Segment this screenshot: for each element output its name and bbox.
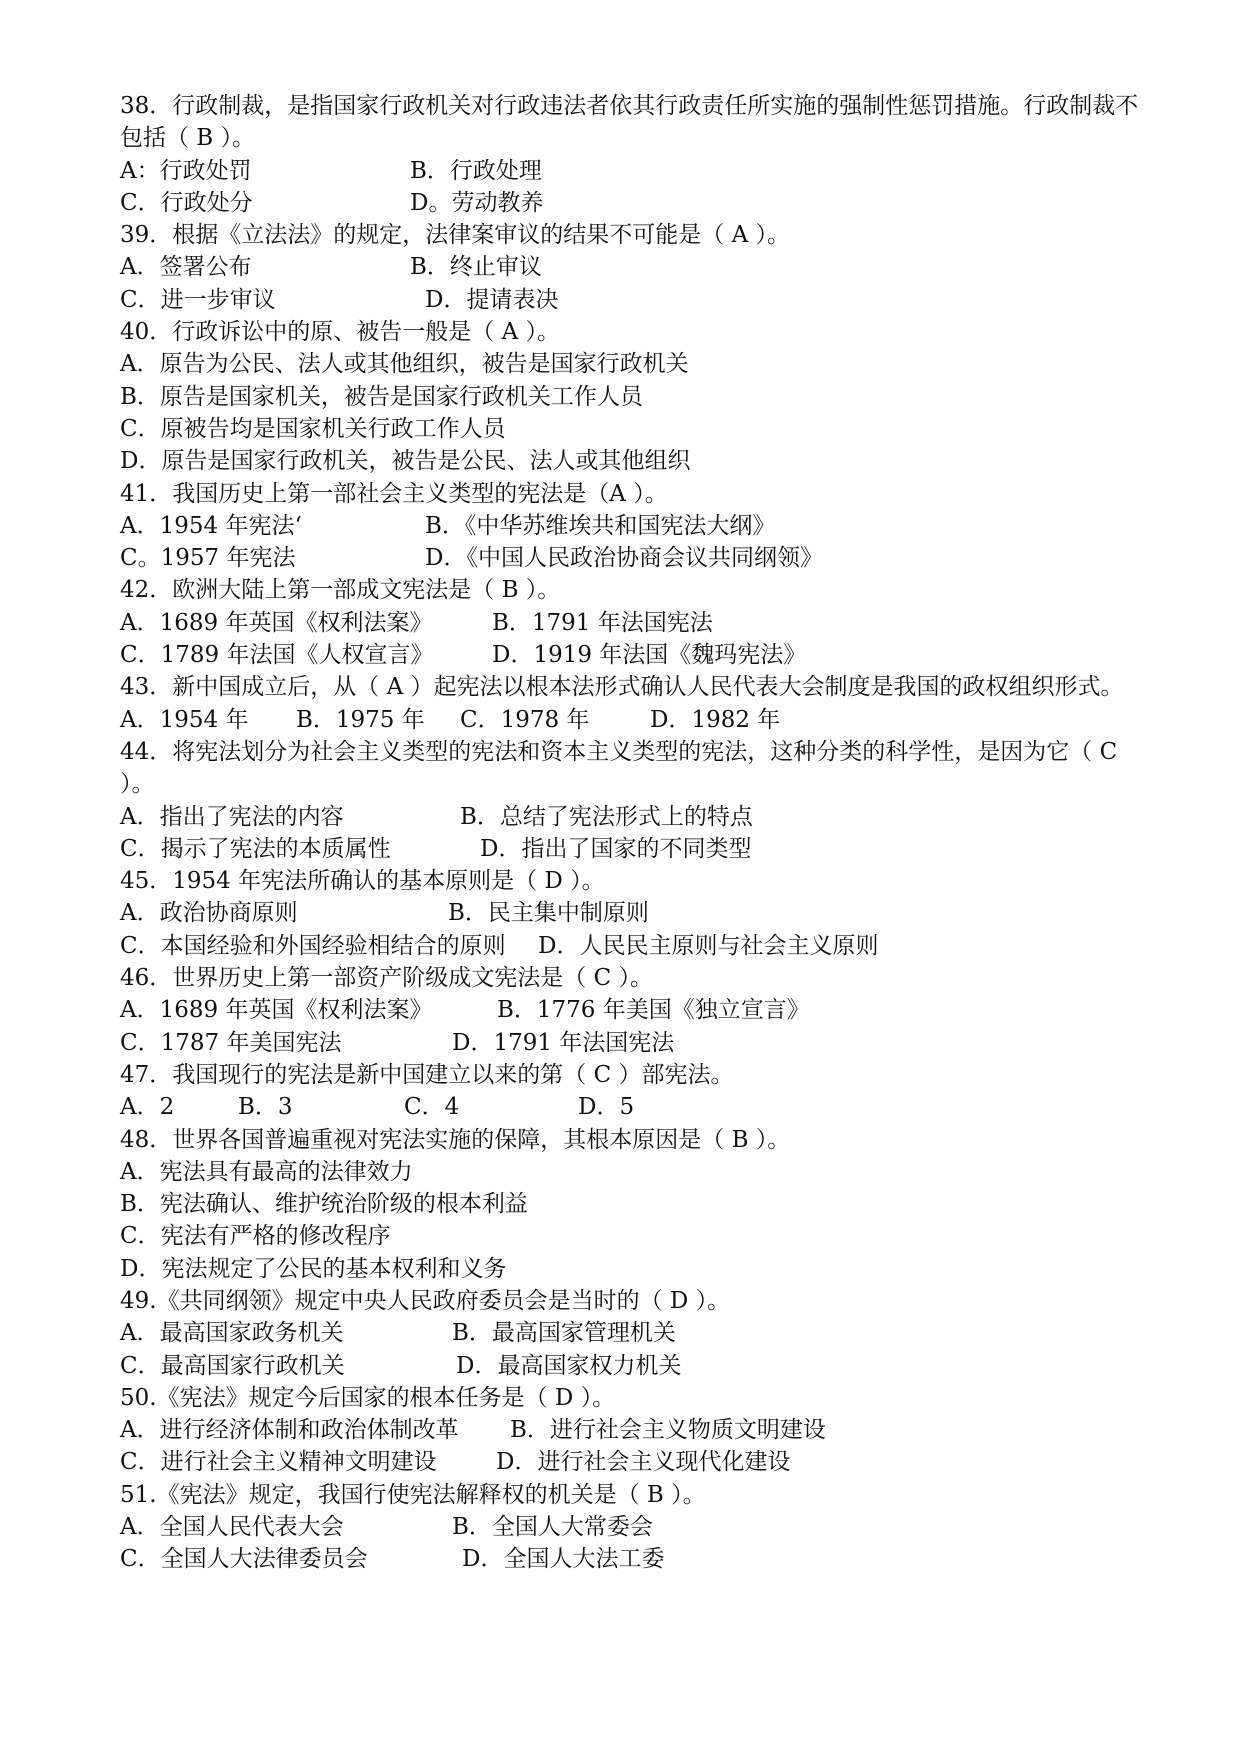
answer-option: C．本国经验和外国经验相结合的原则 xyxy=(120,932,506,959)
answer-option: D．指出了国家的不同类型 xyxy=(480,835,752,862)
answer-option: B．进行社会主义物质文明建设 xyxy=(510,1417,826,1444)
answer-option: B．终止审议 xyxy=(410,254,542,281)
answer-option: D．全国人大法工委 xyxy=(462,1546,665,1573)
answer-option: D．1919 年法国《魏玛宪法》 xyxy=(492,642,807,669)
option-row xyxy=(120,187,1140,219)
option-row xyxy=(120,510,1140,542)
answer-option: C．宪法有严格的修改程序 xyxy=(120,1223,391,1250)
answer-option: A．1689 年英国《权利法案》 xyxy=(120,997,433,1024)
answer-option: A．原告为公民、法人或其他组织，被告是国家行政机关 xyxy=(120,351,689,378)
answer-option: A．进行经济体制和政治体制改革 xyxy=(120,1417,459,1444)
answer-option: B．最高国家管理机关 xyxy=(452,1320,676,1347)
question-stem: 47．我国现行的宪法是新中国建立以来的第（ C ）部宪法。 xyxy=(120,1061,734,1088)
question-stem: 45．1954 年宪法所确认的基本原则是（ D ）。 xyxy=(120,868,605,895)
answer-option: A．宪法具有最高的法律效力 xyxy=(120,1158,413,1185)
answer-option: C．1789 年法国《人权宣言》 xyxy=(120,642,434,669)
answer-option: B．总结了宪法形式上的特点 xyxy=(460,803,753,830)
option-row xyxy=(120,1350,1140,1382)
answer-option: D．《中国人民政治协商会议共同纲领》 xyxy=(425,545,823,572)
question-stem: 40．行政诉讼中的原、被告一般是（ A ）。 xyxy=(120,319,560,346)
question-stem: 49.《共同纲领》规定中央人民政府委员会是当时的（ D ）。 xyxy=(120,1287,731,1314)
question-stem: 42．欧洲大陆上第一部成文宪法是（ B ）。 xyxy=(120,577,561,604)
option-row xyxy=(120,704,1140,736)
option-row xyxy=(120,251,1140,283)
answer-option: A．指出了宪法的内容 xyxy=(120,803,344,830)
answer-option: D．1982 年 xyxy=(650,706,781,733)
answer-option: B．1791 年法国宪法 xyxy=(492,609,713,636)
option-row xyxy=(120,994,1140,1026)
question-stem: 48．世界各国普遍重视对宪法实施的保障，其根本原因是（ B ）。 xyxy=(120,1126,791,1153)
option-row xyxy=(120,542,1140,574)
option-row xyxy=(120,348,1140,380)
answer-option: A．最高国家政务机关 xyxy=(120,1320,344,1347)
answer-option: B．行政处理 xyxy=(410,157,542,184)
answer-option: A．签署公布 xyxy=(120,254,252,281)
answer-option: C．1787 年美国宪法 xyxy=(120,1029,342,1056)
answer-option: A．2 xyxy=(120,1094,175,1121)
question-stem: 41．我国历史上第一部社会主义类型的宪法是（A ）。 xyxy=(120,480,668,507)
option-row xyxy=(120,1511,1140,1543)
answer-option: C．进一步审议 xyxy=(120,286,276,313)
option-row xyxy=(120,801,1140,833)
option-row xyxy=(120,1027,1140,1059)
answer-option: B．民主集中制原则 xyxy=(448,900,649,927)
answer-option: C．进行社会主义精神文明建设 xyxy=(120,1449,437,1476)
answer-option: D．宪法规定了公民的基本权利和义务 xyxy=(120,1255,507,1282)
option-row xyxy=(120,1543,1140,1575)
answer-option: A：行政处罚 xyxy=(120,157,252,184)
answer-option: A．全国人民代表大会 xyxy=(120,1514,344,1541)
answer-option: C．原被告均是国家机关行政工作人员 xyxy=(120,415,506,442)
answer-option: B．全国人大常委会 xyxy=(452,1514,653,1541)
option-row xyxy=(120,607,1140,639)
answer-option: A．1954 年 xyxy=(120,706,249,733)
answer-option: D．提请表决 xyxy=(425,286,559,313)
option-row xyxy=(120,930,1140,962)
option-row xyxy=(120,1220,1140,1252)
option-row xyxy=(120,897,1140,929)
answer-option: D．5 xyxy=(578,1094,635,1121)
answer-option: C．行政处分 xyxy=(120,189,253,216)
answer-option: C．4 xyxy=(404,1094,460,1121)
option-row xyxy=(120,1253,1140,1285)
answer-option: C．最高国家行政机关 xyxy=(120,1352,345,1379)
answer-option: D．最高国家权力机关 xyxy=(456,1352,682,1379)
question-stem: 46．世界历史上第一部资产阶级成文宪法是（ C ）。 xyxy=(120,965,653,992)
answer-option: B．1975 年 xyxy=(296,706,425,733)
answer-option: D。劳动教养 xyxy=(410,189,544,216)
option-row xyxy=(120,284,1140,316)
question-stem: 43．新中国成立后，从（ A ）起宪法以根本法形式确认人民代表大会制度是我国的政权组织形式。 xyxy=(120,674,1124,701)
exam-page xyxy=(120,90,1140,1576)
answer-option: D．原告是国家行政机关，被告是公民、法人或其他组织 xyxy=(120,448,691,475)
answer-option: C．全国人大法律委员会 xyxy=(120,1546,368,1573)
option-row xyxy=(120,1156,1140,1188)
option-row xyxy=(120,381,1140,413)
answer-option: A．政治协商原则 xyxy=(120,900,298,927)
question-stem: 51.《宪法》规定，我国行使宪法解释权的机关是（ B ）。 xyxy=(120,1481,706,1508)
answer-option: B．《中华苏维埃共和国宪法大纲》 xyxy=(425,512,776,539)
option-row xyxy=(120,1188,1140,1220)
answer-option: D．1791 年法国宪法 xyxy=(452,1029,675,1056)
answer-option: C．1978 年 xyxy=(460,706,590,733)
option-row xyxy=(120,833,1140,865)
answer-option: A．1954 年宪法‘ xyxy=(120,512,302,539)
answer-option: C．揭示了宪法的本质属性 xyxy=(120,835,391,862)
option-row xyxy=(120,445,1140,477)
answer-option: B．1776 年美国《独立宣言》 xyxy=(497,997,810,1024)
question-stem: 39．根据《立法法》的规定，法律案审议的结果不可能是（ A ）。 xyxy=(120,222,790,249)
answer-option: B．原告是国家机关，被告是国家行政机关工作人员 xyxy=(120,383,643,410)
option-row xyxy=(120,1446,1140,1478)
option-row xyxy=(120,639,1140,671)
option-row xyxy=(120,1414,1140,1446)
answer-option: C。1957 年宪法 xyxy=(120,545,296,572)
option-row xyxy=(120,155,1140,187)
option-row xyxy=(120,1091,1140,1123)
answer-option: D．人民民主原则与社会主义原则 xyxy=(538,932,879,959)
answer-option: B．宪法确认、维护统治阶级的根本利益 xyxy=(120,1191,528,1218)
option-row xyxy=(120,413,1140,445)
question-stem: 50.《宪法》规定今后国家的根本任务是（ D ）。 xyxy=(120,1384,616,1411)
question-stem: 38．行政制裁，是指国家行政机关对行政违法者依其行政责任所实施的强制性惩罚措施。行政制裁不包括（ B ）。 xyxy=(120,93,1139,152)
answer-option: A．1689 年英国《权利法案》 xyxy=(120,609,433,636)
answer-option: D．进行社会主义现代化建设 xyxy=(496,1449,791,1476)
question-stem: 44．将宪法划分为社会主义类型的宪法和资本主义类型的宪法，这种分类的科学性，是因为它（ C ）。 xyxy=(120,738,1118,798)
option-row xyxy=(120,1317,1140,1349)
answer-option: B．3 xyxy=(238,1094,293,1121)
